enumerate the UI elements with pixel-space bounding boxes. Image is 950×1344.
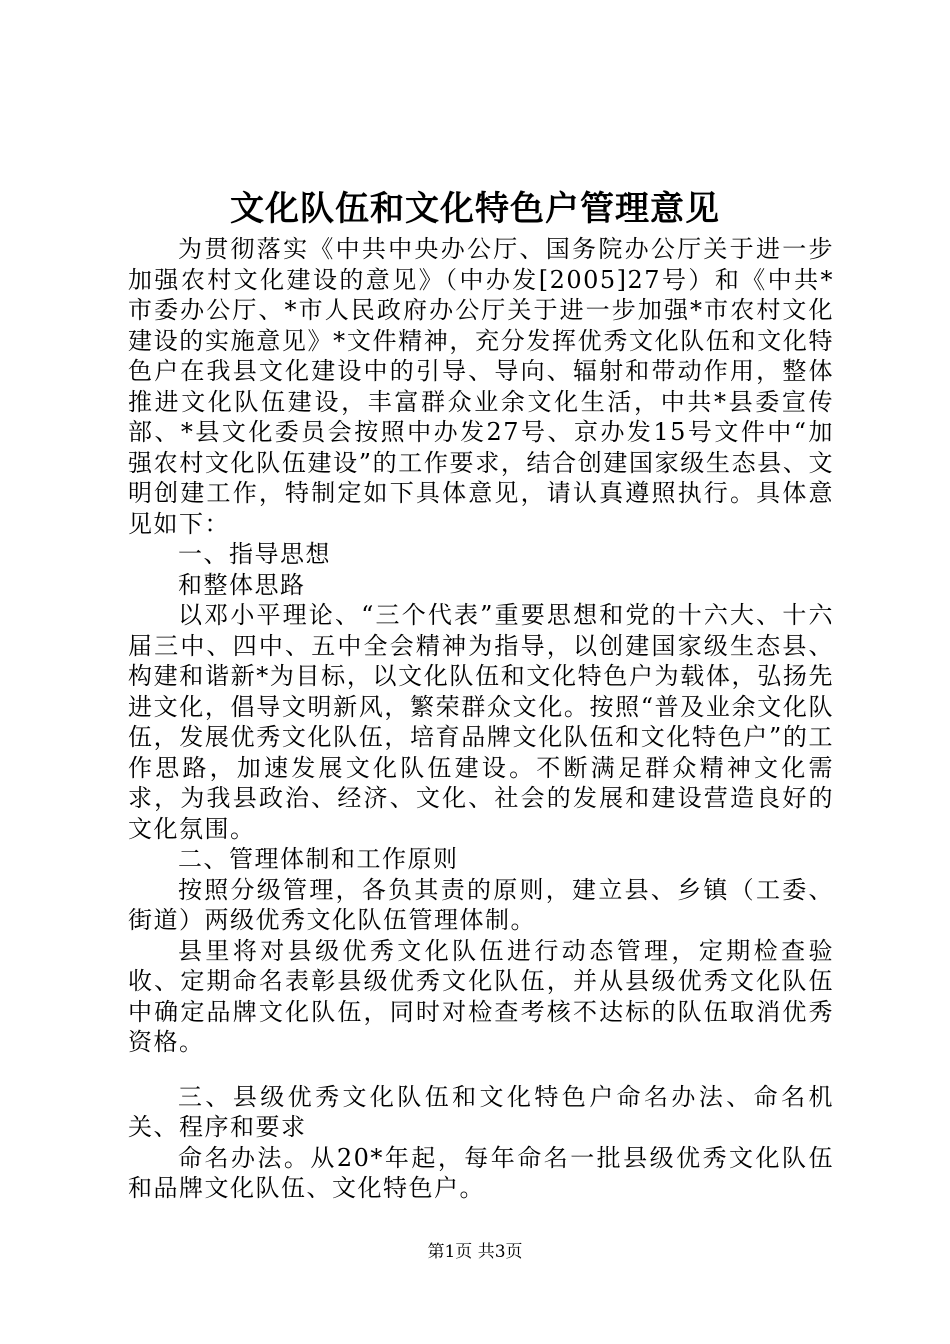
paragraph-dynamic-management: 县里将对县级优秀文化队伍进行动态管理，定期检查验收、定期命名表彰县级优秀文化队伍，并从县级优秀文化队伍中确定品牌文化队伍，同时对检查考核不达标的队伍取消优秀资格。: [128, 936, 834, 1056]
section-heading-3: 三、县级优秀文化队伍和文化特色户命名办法、命名机关、程序和要求: [128, 1082, 834, 1141]
page-number-footer: 第1页 共3页: [427, 1242, 523, 1262]
document-body: [128, 234, 834, 1204]
section-heading-1: 一、指导思想: [178, 540, 331, 568]
paragraph-naming-method: 命名办法。从20*年起，每年命名一批县级优秀文化队伍和品牌文化队伍、文化特色户。: [128, 1143, 834, 1202]
section-heading-1-cont: 和整体思路: [178, 570, 306, 599]
paragraph-management-system: 按照分级管理，各负其责的原则，建立县、乡镇（工委、街道）两级优秀文化队伍管理体制。: [128, 875, 834, 934]
paragraph-guiding-thought: 以邓小平理论、“三个代表”重要思想和党的十六大、十六届三中、四中、五中全会精神为指导，以创建国家级生态县、构建和谐新*为目标，以文化队伍和文化特色户为载体，弘扬先进文化，倡导文明新风，繁荣群众文化。按照“普及业余文化队伍，发展优秀文化队伍，培育品牌文化队伍和文化特色户”的工作思路，加速发展文化队伍建设。不断满足群众精神文化需求，为我县政治、经济、文化、社会的发展和建设营造良好的文化氛围。: [128, 601, 834, 843]
section-heading-2: 二、管理体制和工作原则: [178, 845, 459, 873]
paragraph-intro: 为贯彻落实《中共中央办公厅、国务院办公厅关于进一步加强农村文化建设的意见》（中办发[2005]27号）和《中共*市委办公厅、*市人民政府办公厅关于进一步加强*市农村文化建设的实施意见》*文件精神，充分发挥优秀文化队伍和文化特色户在我县文化建设中的引导、导向、辐射和带动作用，整体推进文化队伍建设，丰富群众业余文化生活，中共*县委宣传部、*县文化委员会按照中办发27号、京办发15号文件中“加强农村文化队伍建设”的工作要求，结合创建国家级生态县、文明创建工作，特制定如下具体意见，请认真遵照执行。具体意见如下：: [128, 235, 834, 538]
document-title: 文化队伍和文化特色户管理意见: [230, 189, 720, 229]
